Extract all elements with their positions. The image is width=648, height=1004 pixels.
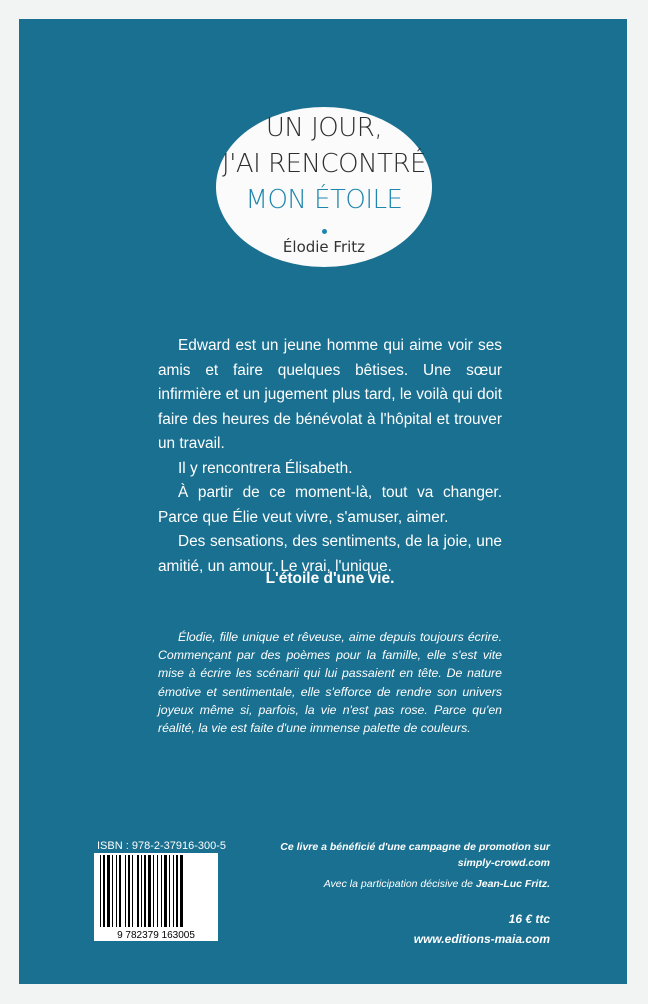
- title-line-3: MON ÉTOILE: [245, 185, 403, 215]
- author-name: Élodie Fritz: [282, 238, 366, 256]
- barcode-bar: [176, 855, 178, 927]
- barcode-bar: [148, 855, 151, 927]
- barcode-bar: [169, 855, 170, 927]
- barcode-bar: [125, 855, 126, 927]
- barcode-bar: [157, 855, 158, 927]
- barcode-bar: [100, 855, 101, 927]
- barcode-bar: [119, 855, 121, 927]
- blurb-paragraph: Edward est un jeune homme qui aime voir ses amis et faire quelques bêtises. Une sœur infirmière et un jugement plus tard, le voilà qui doit faire des heures de bénévolat à l'hôpital et trouver un travail.: [158, 337, 502, 452]
- promotion-note: [230, 840, 550, 871]
- title-line-1: UN JOUR,: [265, 113, 383, 143]
- author-bio: Élodie, fille unique et rêveuse, aime depuis toujours écrire. Commençant par des poèmes pour la famille, elle s'est vite mise à écrire les scénarii qui lui passaient en tête. De nature émotive et sentimentale, elle s'efforce de rendre son univers joyeux même si, parfois, la vie n'est pas rose. Parce qu'en réalité, la vie est faite d'une immense palette de couleurs.: [158, 630, 502, 736]
- isbn: ISBN : 978-2-37916-300-5: [97, 840, 227, 852]
- tagline: L'étoile d'une vie.: [265, 570, 395, 587]
- barcode-bar: [144, 855, 146, 927]
- promotion-line-1: Ce livre a bénéficié d'une campagne de promotion sur: [280, 841, 550, 853]
- blurb-paragraph: Des sensations, des sentiments, de la joie, une amitié, un amour. Le vrai, l'unique.: [158, 533, 502, 575]
- participation-name: Jean-Luc Fritz.: [475, 878, 550, 890]
- price: 16 € ttc: [508, 912, 550, 926]
- barcode-bar: [132, 855, 133, 927]
- title-dot-divider: [322, 229, 327, 234]
- blurb-paragraph: Il y rencontrera Élisabeth.: [178, 459, 353, 477]
- participation-note: [190, 878, 550, 890]
- barcode-bar: [107, 855, 110, 927]
- blurb: [158, 334, 502, 579]
- barcode-bar: [153, 855, 154, 927]
- promotion-site: simply-crowd.com: [457, 856, 550, 869]
- title-line-2: J'AI RENCONTRÉ: [222, 149, 426, 179]
- barcode-bar: [164, 855, 167, 927]
- barcode: [94, 853, 218, 941]
- barcode-bar: [161, 855, 162, 927]
- barcode-bar: [128, 855, 130, 927]
- barcode-bar: [116, 855, 117, 927]
- barcode-digits: 9 782379 163005: [117, 930, 195, 941]
- participation-text: Avec la participation décisive de: [323, 878, 473, 890]
- barcode-bar: [173, 855, 174, 927]
- barcode-bar: [180, 855, 183, 927]
- blurb-paragraph: À partir de ce moment-là, tout va changer. Parce que Élie veut vivre, s'amuser, aimer.: [158, 484, 502, 526]
- barcode-bar: [137, 855, 139, 927]
- barcode-bar: [141, 855, 142, 927]
- barcode-bar: [103, 855, 105, 927]
- publisher-website: www.editions-maia.com: [413, 932, 550, 946]
- barcode-bar: [112, 855, 113, 927]
